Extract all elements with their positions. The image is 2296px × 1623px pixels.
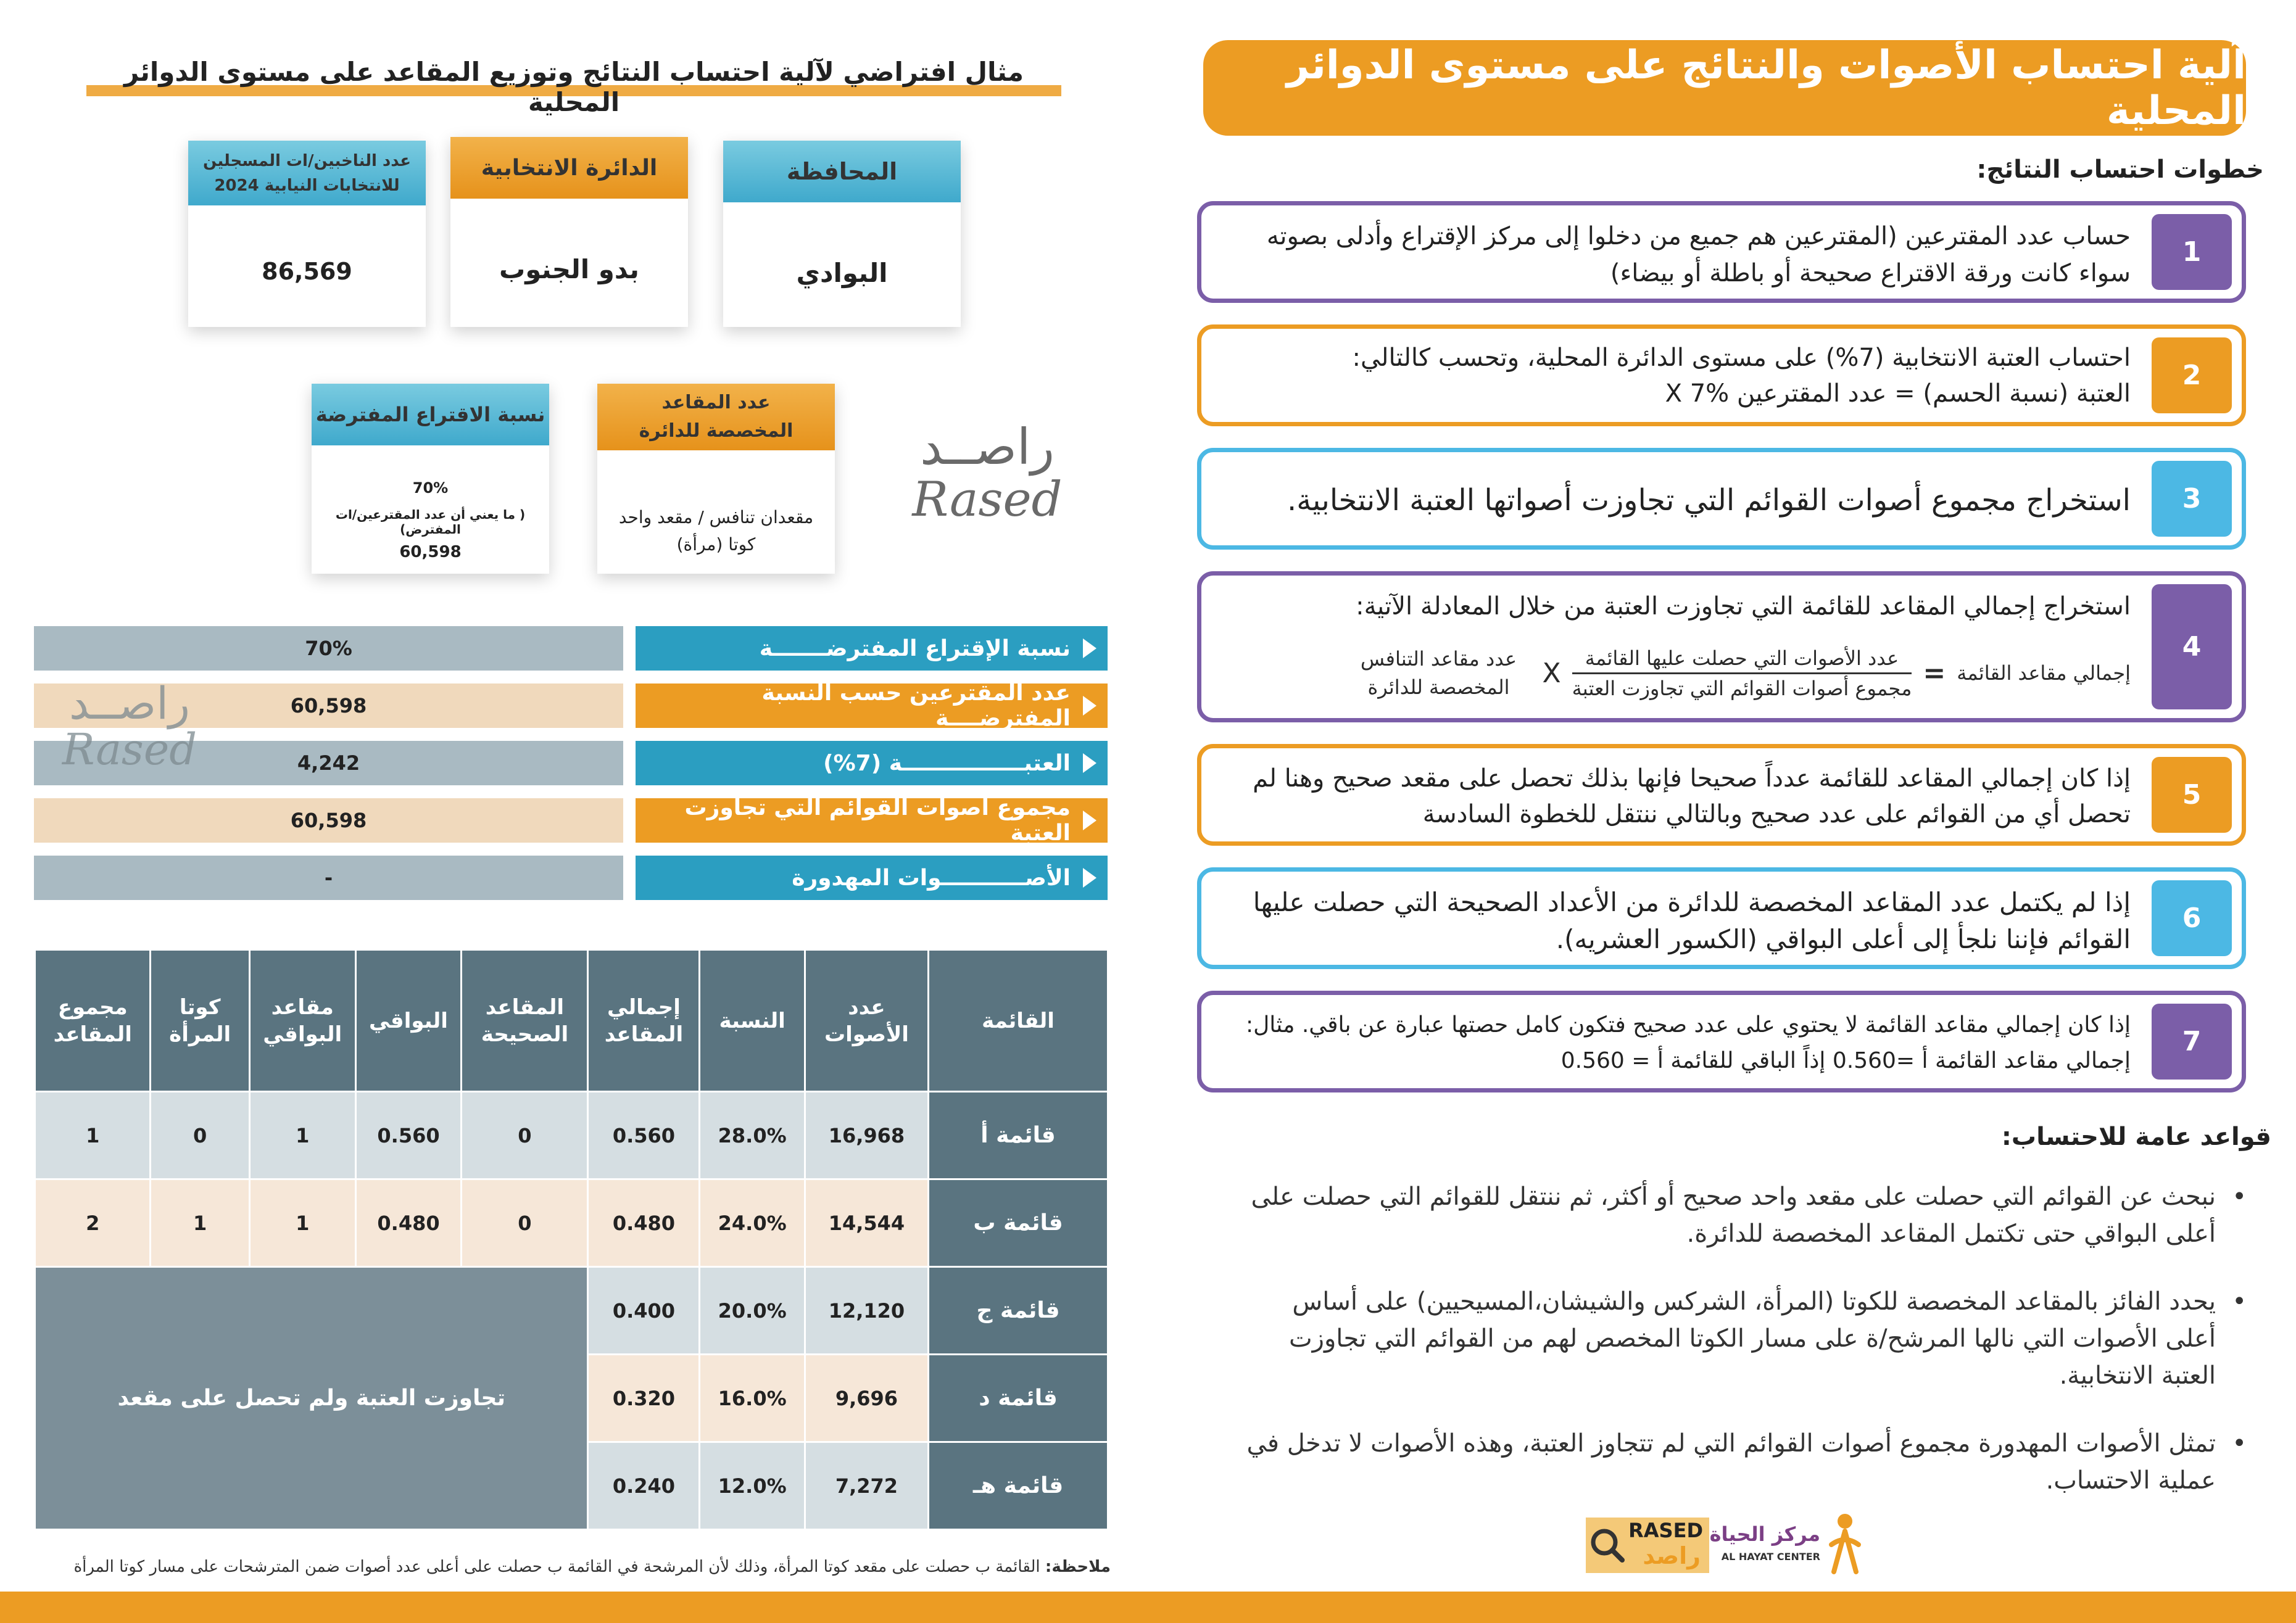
step-text: استخراج مجموع أصوات القوائم التي تجاوزت أصواتها العتبة الانتخابية. bbox=[1287, 483, 2131, 518]
remainder-cell: 0.480 bbox=[355, 1179, 462, 1267]
formula-denominator: مجموع أصوات القوائم التي تجاوزت العتبة bbox=[1572, 676, 1912, 700]
step-4 bbox=[1197, 571, 2246, 722]
step-number: 7 bbox=[2152, 1004, 2232, 1080]
step-number: 1 bbox=[2152, 214, 2232, 290]
step-number: 2 bbox=[2152, 337, 2232, 413]
footnote-label: ملاحظة: bbox=[1045, 1558, 1111, 1576]
card-note: ( ما يعني أن عدد المقترعين/ات المفترض) bbox=[335, 507, 526, 537]
formula-equals: = bbox=[1923, 657, 1946, 689]
step-text: إذا لم يكتمل عدد المقاعد المخصصة للدائرة من الأعداد الصحيحة التي حصلت عليها القوائم فإننا نلجأ إلى أعلى البواقي (الكسور العشريه). bbox=[1253, 887, 2131, 954]
pct-cell: 28.0% bbox=[700, 1092, 805, 1179]
list-name: قائمة أ bbox=[929, 1092, 1108, 1179]
step-number: 4 bbox=[2152, 584, 2232, 709]
list-name: قائمة د bbox=[929, 1355, 1108, 1442]
sum-cell: 2 bbox=[35, 1179, 151, 1267]
votes-cell: 16,968 bbox=[805, 1092, 928, 1179]
votes-cell: 14,544 bbox=[805, 1179, 928, 1267]
turnout-card bbox=[312, 384, 549, 574]
card-value: البوادي bbox=[796, 258, 888, 288]
votes-cell: 12,120 bbox=[805, 1267, 928, 1355]
footnote bbox=[68, 1558, 1111, 1576]
step-6 bbox=[1197, 867, 2246, 969]
arrow-right-icon bbox=[1083, 753, 1096, 773]
band-passing-votes-value: 60,598 bbox=[34, 798, 623, 843]
pct-cell: 16.0% bbox=[700, 1355, 805, 1442]
footer-bar bbox=[0, 1592, 2296, 1623]
rule-item: • نبحث عن القوائم التي حصلت على مقعد واحد صحيح أو أكثر، ثم ننتقل للقوائم التي حصلت على أعلى البواقي حتى تكتمل المقاعد المخصصة للدائرة. bbox=[1235, 1178, 2216, 1252]
rule-item: • يحدد الفائز بالمقاعد المخصصة للكوتا (المرأة، الشركس والشيشان،المسيحيين) على أساس أعلى الأصوات التي نالها المرشح/ة على مسار الكوتا المخصص لهم من القوائم التي تجاوزت العتبة الانتخابية. bbox=[1235, 1283, 2216, 1394]
pct-cell: 20.0% bbox=[700, 1267, 805, 1355]
col-header: النسبة bbox=[700, 950, 805, 1092]
al-hayat-name-en: AL HAYAT CENTER bbox=[1721, 1551, 1820, 1563]
quota-cell: 0 bbox=[151, 1092, 249, 1179]
rased-watermark bbox=[907, 418, 1067, 527]
step-number: 5 bbox=[2152, 757, 2232, 833]
seat-formula bbox=[1220, 636, 2131, 710]
col-header: مقاعد البواقي bbox=[249, 950, 355, 1092]
remainder-seats-cell: 1 bbox=[249, 1092, 355, 1179]
band-turnout-value: 70% bbox=[34, 626, 623, 671]
al-hayat-logo bbox=[1709, 1510, 1863, 1578]
card-value: 60,598 bbox=[399, 543, 462, 561]
band-threshold-label: العتبــــــــــــــــة (7%) bbox=[636, 741, 1108, 785]
band-wasted-value: - bbox=[34, 856, 623, 900]
magnifier-icon bbox=[1588, 1526, 1625, 1563]
list-name: قائمة هـ bbox=[929, 1442, 1108, 1530]
district-card bbox=[450, 137, 688, 327]
card-label: عدد المقاعد المخصصة للدائرة bbox=[597, 384, 835, 450]
formula-numerator: عدد الأصوات التي حصلت عليها القائمة bbox=[1572, 644, 1912, 674]
al-hayat-name-ar: مركز الحياة bbox=[1709, 1522, 1820, 1546]
step-text: استخراج إجمالي المقاعد للقائمة التي تجاوزت العتبة من خلال المعادلة الآتية: bbox=[1356, 592, 2131, 621]
al-hayat-figure-icon bbox=[1826, 1510, 1863, 1578]
step-text: احتساب العتبة الانتخابية (7%) على مستوى الدائرة المحلية، وتحسب كالتالي: bbox=[1352, 344, 2131, 372]
col-header: البواقي bbox=[355, 950, 462, 1092]
step-7 bbox=[1197, 991, 2246, 1092]
list-name: قائمة ب bbox=[929, 1179, 1108, 1267]
step-text: إذا كان إجمالي مقاعد القائمة لا يحتوي على عدد صحيح فتكون كامل حصتها عبارة عن باقي. مثال: إجمالي مقاعد القائمة أ =0.560 إذاً الباقي للقائمة أ = 0.560 bbox=[1246, 1012, 2131, 1073]
step-number: 3 bbox=[2152, 461, 2232, 537]
arrow-right-icon bbox=[1083, 811, 1096, 830]
formula-rhs: عدد مقاعد التنافس المخصصة للدائرة bbox=[1360, 647, 1517, 699]
col-header: القائمة bbox=[929, 950, 1108, 1092]
step-number: 6 bbox=[2152, 880, 2232, 956]
total-cell: 0.400 bbox=[588, 1267, 700, 1355]
card-label: نسبة الاقتراع المفترضة bbox=[312, 384, 549, 445]
votes-cell: 7,272 bbox=[805, 1442, 928, 1530]
example-title: مثال افتراضي لآلية احتساب النتائج وتوزيع المقاعد على مستوى الدوائر المحلية bbox=[123, 57, 1024, 117]
sum-cell: 1 bbox=[35, 1092, 151, 1179]
total-cell: 0.560 bbox=[588, 1092, 700, 1179]
card-percent: 70% bbox=[412, 479, 449, 497]
band-wasted-label: الأصـــــــــــوات المهدورة bbox=[636, 856, 1108, 900]
card-label: عدد الناخبين/ات المسجلين للانتخابات النيابية 2024 bbox=[188, 141, 426, 205]
total-cell: 0.480 bbox=[588, 1179, 700, 1267]
watermark-en: Rased bbox=[912, 472, 1063, 527]
band-turnout-label: نسبة الإقتراع المفترضـــــــة bbox=[636, 626, 1108, 671]
table-header-row bbox=[35, 950, 1108, 1092]
band-voters-label: عدد المقترعين حسب النسبة المفترضــــة bbox=[636, 683, 1108, 728]
formula-lhs: إجمالي مقاعد القائمة bbox=[1957, 661, 2131, 685]
step-2 bbox=[1197, 324, 2246, 426]
rule-item: • تمثل الأصوات المهدورة مجموع أصوات القوائم التي لم تتجاوز العتبة، وهذه الأصوات لا تدخل في عملية الاحتساب. bbox=[1235, 1425, 2216, 1499]
band-voters-value: 60,598 bbox=[34, 683, 623, 728]
step-formula: العتبة (نسبة الحسم) = عدد المقترعين X 7% bbox=[1665, 379, 2131, 408]
band-passing-votes-label: مجموع أصوات القوائم التي تجاوزت العتبة bbox=[636, 798, 1108, 843]
arrow-right-icon bbox=[1083, 696, 1096, 716]
governorate-card bbox=[723, 141, 961, 327]
rased-logo bbox=[1586, 1518, 1709, 1573]
formula-times: X bbox=[1542, 657, 1561, 689]
card-value: بدو الجنوب bbox=[499, 254, 639, 284]
rased-name-ar: راصد bbox=[1643, 1542, 1701, 1569]
rased-name-en: RASED bbox=[1628, 1519, 1703, 1542]
band-threshold-value: 4,242 bbox=[34, 741, 623, 785]
card-label: المحافظة bbox=[723, 141, 961, 202]
footnote-text: القائمة ب حصلت على مقعد كوتا المرأة، وذلك لأن المرشحة في القائمة ب حصلت على أعلى عدد أصوات ضمن المترشحات على مسار كوتا المرأة bbox=[73, 1558, 1040, 1576]
col-header: المقاعد الصحيحة bbox=[462, 950, 588, 1092]
rules-heading: قواعد عامة للاحتساب: bbox=[2001, 1123, 2271, 1151]
watermark-en: Rased bbox=[62, 724, 197, 775]
col-header: كوتا المرأة bbox=[151, 950, 249, 1092]
table-row bbox=[35, 1092, 1108, 1179]
watermark-ar: راصــد bbox=[69, 677, 190, 729]
table-row bbox=[35, 1267, 1108, 1355]
list-name: قائمة ج bbox=[929, 1267, 1108, 1355]
votes-cell: 9,696 bbox=[805, 1355, 928, 1442]
step-text: حساب عدد المقترعين (المقترعين هم جميع من دخلوا إلى مركز الإقتراع وأدلى بصوته سواء كانت ورقة الاقتراع صحيحة أو باطلة أو بيضاء) bbox=[1266, 222, 2131, 287]
pct-cell: 12.0% bbox=[700, 1442, 805, 1530]
card-value: 86,569 bbox=[262, 258, 352, 285]
whole-cell: 0 bbox=[462, 1179, 588, 1267]
step-5 bbox=[1197, 744, 2246, 846]
arrow-right-icon bbox=[1083, 868, 1096, 888]
card-value: كوتا (مرأة) bbox=[676, 534, 756, 555]
col-header: عدد الأصوات bbox=[805, 950, 928, 1092]
col-header: إجمالي المقاعد bbox=[588, 950, 700, 1092]
steps-heading: خطوات احتساب النتائج: bbox=[1976, 155, 2264, 184]
arrow-right-icon bbox=[1083, 638, 1096, 658]
watermark-ar: راصــد bbox=[920, 418, 1055, 476]
remainder-cell: 0.560 bbox=[355, 1092, 462, 1179]
seats-card bbox=[597, 384, 835, 574]
card-label: الدائرة الانتخابية bbox=[450, 137, 688, 199]
quota-cell: 1 bbox=[151, 1179, 249, 1267]
whole-cell: 0 bbox=[462, 1092, 588, 1179]
results-table bbox=[34, 949, 1109, 1530]
step-text: إذا كان إجمالي المقاعد للقائمة عدداً صحيحا فإنها بذلك تحصل على مقعد صحيح وهنا لم تحصل أي من القوائم على عدد صحيح وبالتالي ننتقل للخطوة السادسة bbox=[1253, 764, 2131, 828]
pct-cell: 24.0% bbox=[700, 1179, 805, 1267]
main-title: آلية احتساب الأصوات والنتائج على مستوى الدوائر المحلية bbox=[1203, 40, 2246, 136]
formula-fraction bbox=[1572, 644, 1912, 703]
voters-card bbox=[188, 141, 426, 327]
total-cell: 0.240 bbox=[588, 1442, 700, 1530]
remainder-seats-cell: 1 bbox=[249, 1179, 355, 1267]
merged-note-cell: تجاوزت العتبة ولم تحصل على مقعد bbox=[35, 1267, 588, 1530]
col-header: مجموع المقاعد bbox=[35, 950, 151, 1092]
rased-band-watermark bbox=[49, 677, 210, 775]
table-row bbox=[35, 1179, 1108, 1267]
step-3 bbox=[1197, 448, 2246, 550]
card-value: مقعدان تنافس / مقعد واحد bbox=[618, 507, 814, 527]
step-1 bbox=[1197, 201, 2246, 303]
total-cell: 0.320 bbox=[588, 1355, 700, 1442]
